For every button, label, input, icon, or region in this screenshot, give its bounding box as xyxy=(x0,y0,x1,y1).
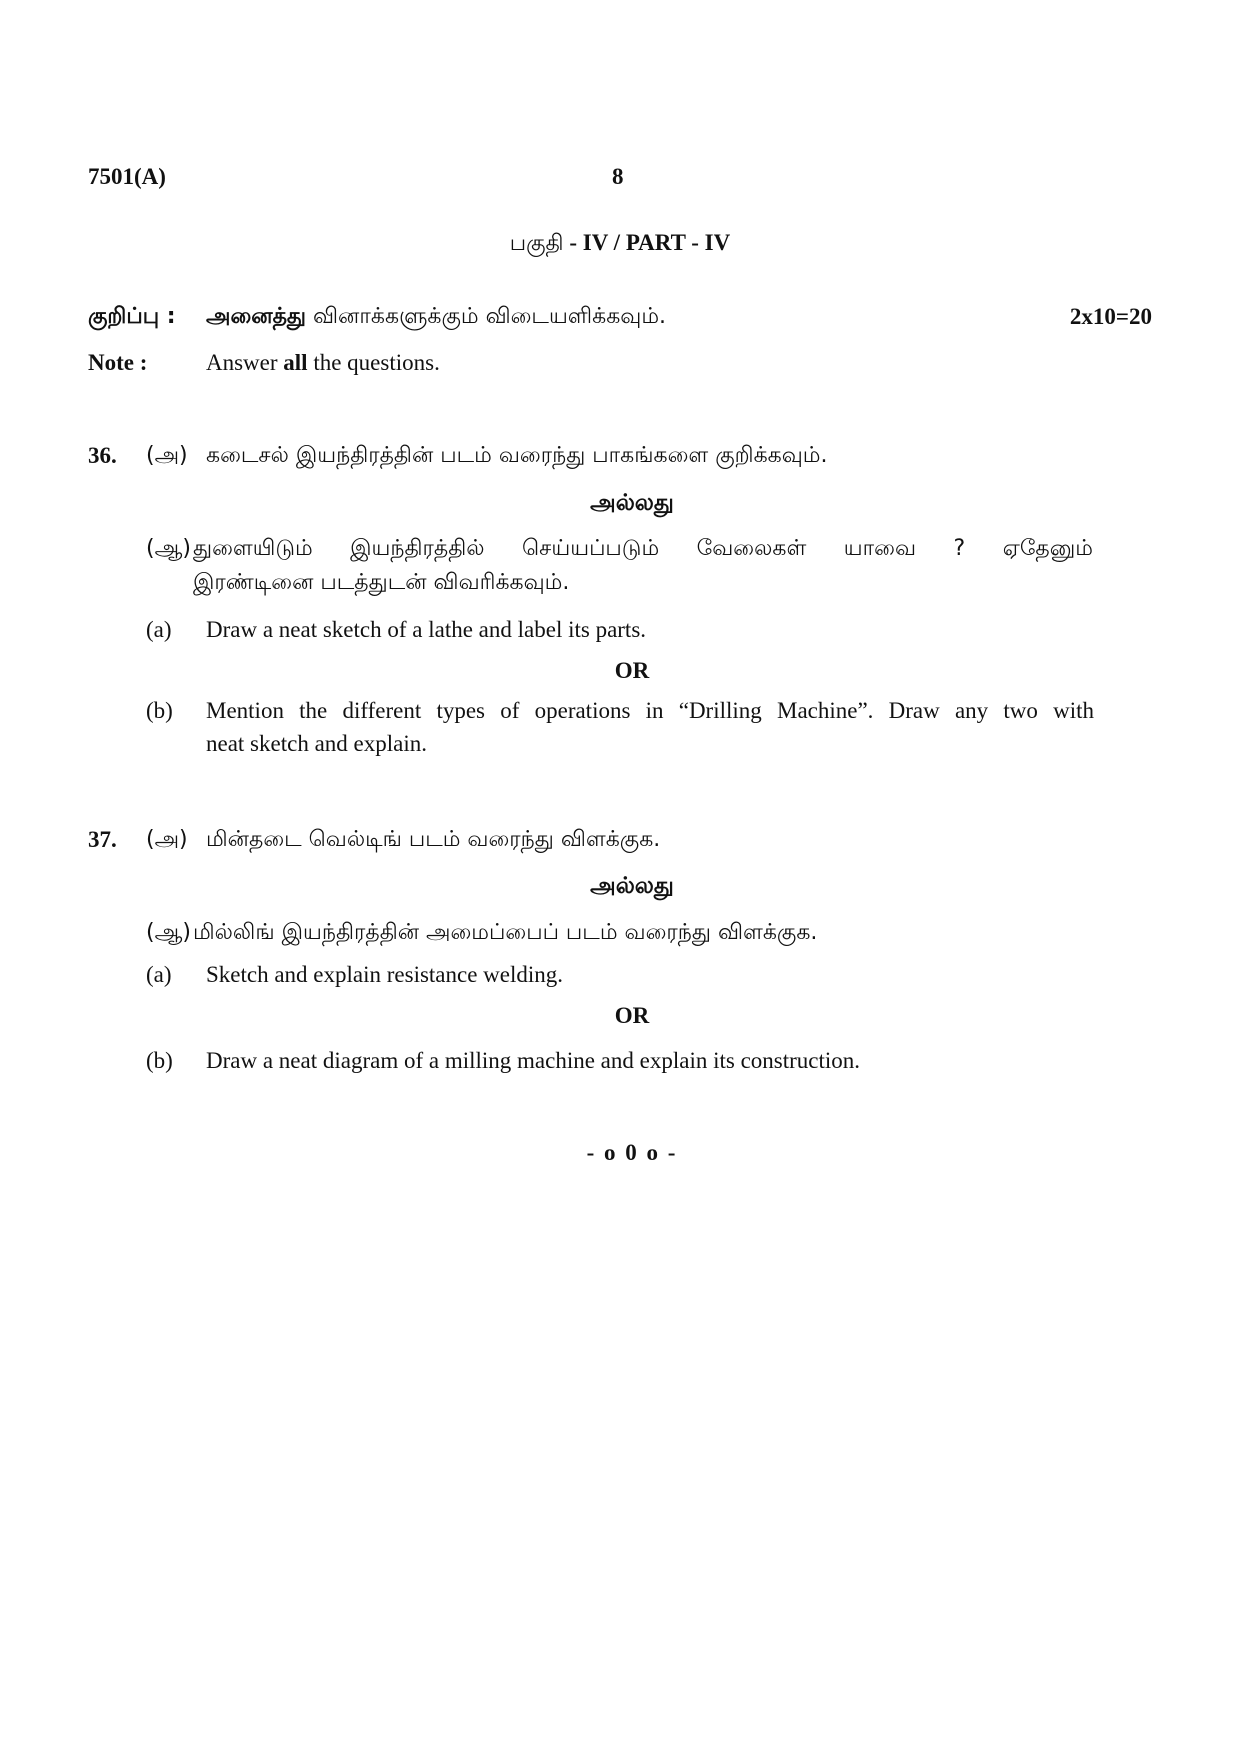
part-title-numeral: IV xyxy=(582,230,608,255)
question-number: 37. xyxy=(88,827,117,852)
part-title xyxy=(0,230,1240,259)
paper-code: 7501(A) xyxy=(88,164,166,189)
question-tamil-b-marker: (ஆ) xyxy=(146,920,191,945)
part-title-slash: / xyxy=(613,230,621,255)
question-tamil-a-marker: (அ) xyxy=(146,827,188,852)
note-tamil-bold: அனைத்து xyxy=(206,304,307,329)
tamil-or: அல்லது xyxy=(590,873,674,899)
question-english-a-marker: (a) xyxy=(146,617,172,642)
english-or: OR xyxy=(614,1003,650,1028)
question-english-a-marker: (a) xyxy=(146,962,172,987)
note-tamil-label: குறிப்பு : xyxy=(88,304,176,329)
note-english-text xyxy=(206,350,440,376)
question-english-b-line1: Draw a neat diagram of a milling machine and explain its construction. xyxy=(206,1048,861,1073)
end-mark: - o 0 o - xyxy=(586,1140,678,1165)
part-title-dash: - xyxy=(569,230,578,255)
question-english-b-marker: (b) xyxy=(146,1048,173,1073)
note-english-post: the questions. xyxy=(313,350,440,375)
part-title-english: PART - IV xyxy=(625,230,731,255)
question-english-b-marker: (b) xyxy=(146,698,173,723)
question-tamil-b-line1: மில்லிங் இயந்திரத்தின் அமைப்பைப் படம் வரைந்து விளக்குக. xyxy=(193,920,818,945)
question-english-a: Sketch and explain resistance welding. xyxy=(206,962,564,987)
question-tamil-a: கடைசல் இயந்திரத்தின் படம் வரைந்து பாகங்களை குறிக்கவும். xyxy=(206,443,828,468)
note-tamil-rest: வினாக்களுக்கும் விடையளிக்கவும். xyxy=(313,304,667,329)
question-english-b-line1: Mention the different types of operations in “Drilling Machine”. Draw any two with xyxy=(206,698,1094,723)
note-english-pre: Answer xyxy=(206,350,278,375)
question-tamil-b-line2: இரண்டினை படத்துடன் விவரிக்கவும். xyxy=(193,570,570,595)
question-english-a: Draw a neat sketch of a lathe and label its parts. xyxy=(206,617,647,642)
question-tamil-b-marker: (ஆ) xyxy=(146,536,191,561)
question-tamil-b-line1: துளையிடும் இயந்திரத்தில் செய்யப்படும் வேலைகள் யாவை ? ஏதேனும் xyxy=(193,536,1093,561)
page-number: 8 xyxy=(612,164,624,189)
tamil-or: அல்லது xyxy=(590,490,674,516)
marks: 2x10=20 xyxy=(1069,304,1152,329)
part-title-tamil: பகுதி xyxy=(509,231,564,256)
note-english-label: Note : xyxy=(88,350,148,375)
question-english-b-line2: neat sketch and explain. xyxy=(206,731,427,756)
note-tamil-text xyxy=(206,304,666,332)
question-tamil-a: மின்தடை வெல்டிங் படம் வரைந்து விளக்குக. xyxy=(206,827,661,852)
english-or: OR xyxy=(614,658,650,683)
question-tamil-a-marker: (அ) xyxy=(146,443,188,468)
note-english-bold: all xyxy=(283,350,308,375)
question-number: 36. xyxy=(88,443,117,468)
